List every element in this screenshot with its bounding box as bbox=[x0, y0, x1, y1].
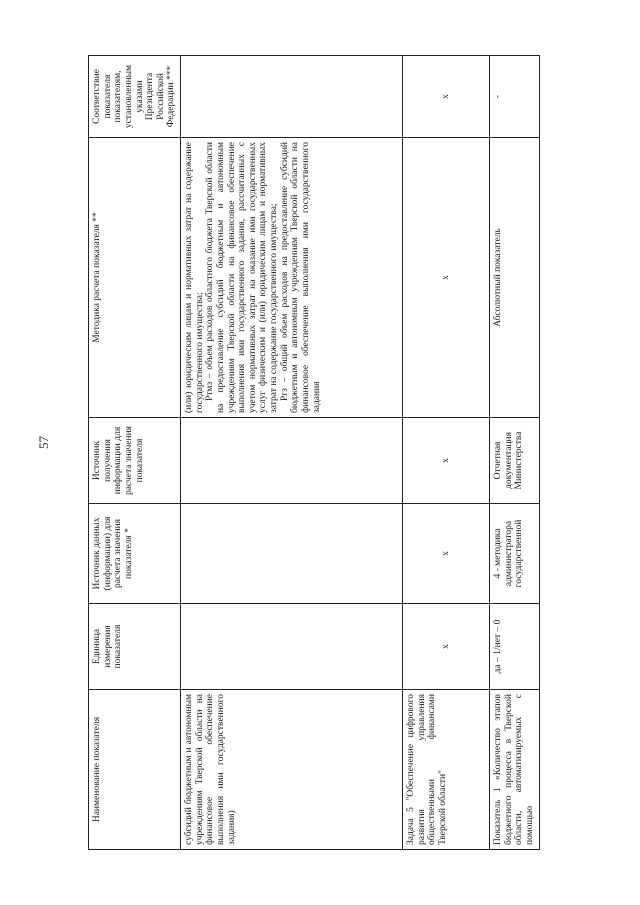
table-row bbox=[403, 56, 490, 850]
method-paragraph-2: Pтмз – объем расходов областного бюджета Тверской области на предоставление субсидий бюджетным и автономным учреждениям Тверской области на финансовое обеспечение выполнения ими государственного задания, рассчитанных с учетом нормативных затрат на оказание ими государственных услуг физическим и (или) юридическим лицам и нормативных затрат на содержание государственного имущества; bbox=[205, 142, 279, 413]
row3-method: Абсолютный показатель bbox=[490, 138, 540, 418]
indicators-table bbox=[88, 55, 540, 850]
row3-data-source: 4 - методика администратора государственной bbox=[490, 504, 540, 604]
row3-unit: да – 1/нет – 0 bbox=[490, 604, 540, 690]
method-paragraph-1: (или) юридическим лицам и нормативных затрат на содержание государственного имущества; bbox=[184, 142, 205, 413]
row1-name: субсидий бюджетным и автономным учреждениям Тверской области на финансовое обеспечение выполнения ими государственного задания) bbox=[181, 690, 403, 850]
row2-name: Задача 5 "Обеспечение цифрового развития управления общественными финансами Тверской области" bbox=[403, 690, 490, 850]
header-unit: Единица измерения показателя bbox=[89, 604, 181, 690]
table-row bbox=[490, 56, 540, 850]
row2-info-source: x bbox=[403, 418, 490, 504]
row1-method bbox=[181, 138, 403, 418]
row2-data-source: x bbox=[403, 504, 490, 604]
rotated-table-sheet bbox=[88, 56, 535, 850]
table-row bbox=[181, 56, 403, 850]
header-method: Методика расчета показателя ** bbox=[89, 138, 181, 418]
header-info-source: Источник получения информации для расчета значения показателя bbox=[89, 418, 181, 504]
row1-info-source bbox=[181, 418, 403, 504]
row3-name: Показатель 1 «Количество этапов бюджетного процесса в Тверской области, автоматизируемых с помощью bbox=[490, 690, 540, 850]
page-number: 57 bbox=[36, 436, 51, 449]
row3-compliance: - bbox=[490, 56, 540, 138]
row2-method: x bbox=[403, 138, 490, 418]
header-compliance: Соответствие показателя показателям, установленным указами Президента Российской Федерации *** bbox=[89, 56, 181, 138]
row2-compliance: x bbox=[403, 56, 490, 138]
header-data-source: Источник данных (информации) для расчета значения показателя * bbox=[89, 504, 181, 604]
row2-unit: x bbox=[403, 604, 490, 690]
method-paragraph-3: Pгз – общий объем расходов на предоставление субсидий бюджетным и автономным учреждениям Тверской области на финансовое обеспечение выполнения ими государственного задания bbox=[279, 142, 322, 413]
row3-info-source: Отчетная документация Министерства bbox=[490, 418, 540, 504]
header-name: Наименование показателя bbox=[89, 690, 181, 850]
row1-compliance bbox=[181, 56, 403, 138]
header-row bbox=[89, 56, 181, 850]
row1-unit bbox=[181, 604, 403, 690]
row1-data-source bbox=[181, 504, 403, 604]
